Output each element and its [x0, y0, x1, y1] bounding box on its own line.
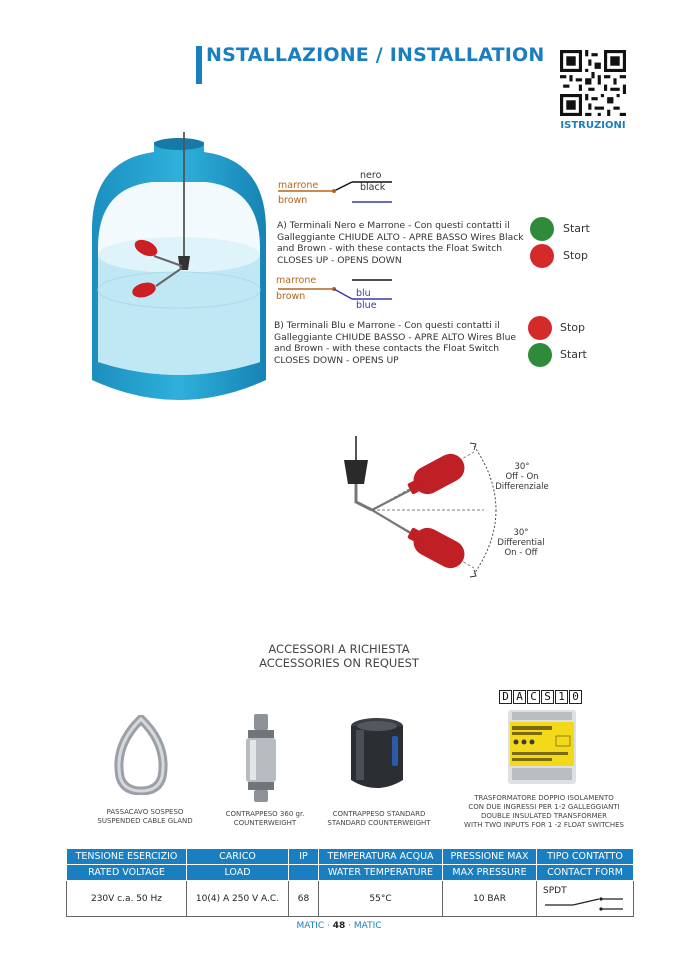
wiring-description-a: A) Terminali Nero e Marrone - Con questi contatti il Galleggiante CHIUDE ALTO - APRE BASSO Wires Black and Brown - with these contacts the Float Switch CLOSES UP - OPENS DOWN	[277, 220, 524, 266]
accessory-caption-3: CONTRAPPESO STANDARD STANDARD COUNTERWEIGHT	[327, 810, 431, 827]
specs-header: TEMPERATURA ACQUA	[319, 849, 443, 865]
wire-label-brown: brown	[278, 195, 308, 206]
specs-header: TENSIONE ESERCIZIO	[67, 849, 187, 865]
specs-header: CONTACT FORM	[537, 865, 634, 881]
specs-header: MAX PRESSURE	[443, 865, 537, 881]
wire-label-nero: nero	[360, 170, 382, 181]
stop-label-b: Stop	[560, 321, 586, 334]
accessory-caption-1: PASSACAVO SOSPESO SUSPENDED CABLE GLAND	[97, 808, 193, 825]
upper-angle-label: 30° Off - On Differenziale	[495, 462, 549, 492]
stop-indicator	[530, 244, 554, 268]
accessory-caption-4: TRASFORMATORE DOPPIO ISOLAMENTO CON DUE INGRESSI PER 1-2 GALLEGGIANTI DOUBLE INSULATED TRANSFORMER WITH TWO INPUTS FOR 1 -2 FLOAT SWITCHES	[464, 794, 624, 829]
transformer-image	[506, 708, 578, 786]
load-value: 10(4) A 250 V A.C.	[187, 881, 289, 917]
specs-header: TIPO CONTATTO	[537, 849, 634, 865]
specs-header: IP	[289, 849, 319, 865]
page-title: NSTALLAZIONE / INSTALLATION	[206, 44, 545, 66]
qr-label: ISTRUZIONI	[560, 120, 626, 131]
start-indicator	[530, 217, 554, 241]
specs-header: WATER TEMPERATURE	[319, 865, 443, 881]
specs-header-row-en	[67, 865, 634, 881]
stop-label: Stop	[563, 249, 589, 262]
start-indicator-b	[528, 343, 552, 367]
start-label: Start	[563, 222, 590, 235]
specs-header: RATED VOLTAGE	[67, 865, 187, 881]
wire-label-brown-b: brown	[276, 291, 306, 302]
wire-label-marrone: marrone	[278, 180, 319, 191]
contact-form-value: SPDT	[543, 886, 567, 896]
accessories-title-en: ACCESSORIES ON REQUEST	[259, 656, 419, 670]
contact-form-cell	[537, 881, 634, 917]
cable-gland-image	[110, 715, 172, 795]
lower-angle-label: 30° Differential On - Off	[497, 528, 545, 558]
ip-value: 68	[289, 881, 319, 917]
qr-code-icon[interactable]	[560, 50, 626, 116]
max-pressure-value: 10 BAR	[443, 881, 537, 917]
counterweight-360-image	[242, 712, 280, 804]
wire-label-blue: blue	[356, 300, 377, 311]
rated-voltage-value: 230V c.a. 50 Hz	[67, 881, 187, 917]
page-footer: MATIC · 48 · MATIC	[296, 921, 382, 931]
specs-table	[66, 848, 634, 917]
specs-header	[289, 865, 319, 881]
wiring-description-b: B) Terminali Blu e Marrone - Con questi contatti il Galleggiante CHIUDE BASSO - APRE ALTO Wires Blue and Brown - with these contacts the Float Switch CLOSES DOWN - OPENS UP	[274, 320, 517, 366]
standard-counterweight-image	[348, 716, 406, 794]
stop-indicator-b	[528, 316, 552, 340]
float-angle-diagram	[334, 430, 554, 610]
wire-label-black: black	[360, 182, 386, 193]
specs-header: CARICO	[187, 849, 289, 865]
title-accent-bar	[196, 46, 202, 84]
specs-header: LOAD	[187, 865, 289, 881]
dacs10-code: D A C S 1 0	[499, 690, 582, 704]
water-temperature-value: 55°C	[319, 881, 443, 917]
specs-header: PRESSIONE MAX	[443, 849, 537, 865]
accessories-title-it: ACCESSORI A RICHIESTA	[268, 642, 410, 656]
spdt-switch-icon	[543, 895, 627, 915]
wire-label-blu: blu	[356, 288, 371, 299]
specs-header-row-it	[67, 849, 634, 865]
wire-label-marrone-b: marrone	[276, 275, 317, 286]
tank-illustration	[84, 130, 274, 410]
accessory-caption-2: CONTRAPPESO 360 gr. COUNTERWEIGHT	[225, 810, 305, 827]
start-label-b: Start	[560, 348, 587, 361]
table-row	[67, 881, 634, 917]
page-number: 48	[332, 921, 346, 931]
